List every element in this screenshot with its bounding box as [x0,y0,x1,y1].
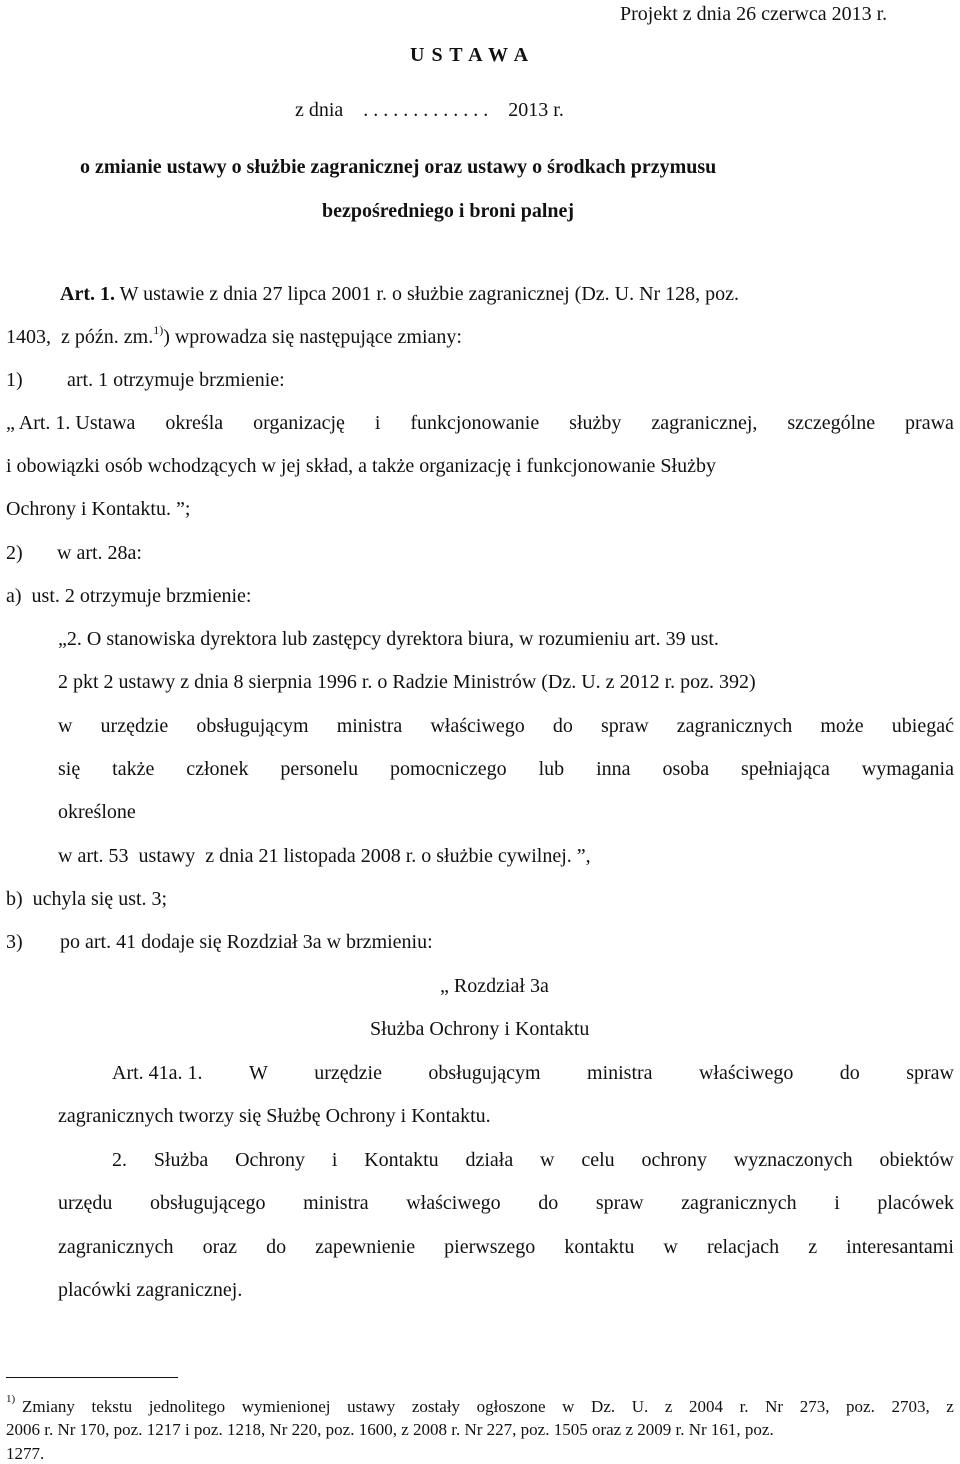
art41a-line1 [112,1063,954,1083]
quote2-line3 [58,716,954,736]
draft-label: Projekt z dnia 26 czerwca 2013 r. [620,3,888,25]
art1-intro-before: 1403, z późn. zm. [6,326,154,348]
quote2-line6: w art. 53 ustawy z dnia 21 listopada 2008 r. o służbie cywilnej. ”, [58,845,591,867]
word: do [552,715,573,737]
word: relacjach [706,1236,780,1258]
word: ogłoszone [476,1397,546,1416]
word: Ochrony [235,1149,306,1171]
word: właściwego [430,715,525,737]
art1-intro-after: ) wprowadza się następujące zmiany: [163,326,462,348]
word: ustawy [347,1397,396,1416]
quote2-line2: 2 pkt 2 ustawy z dnia 8 sierpnia 1996 r. o Radzie Ministrów (Dz. U. z 2012 r. poz. 392) [58,671,756,693]
word: określa [165,412,224,434]
word: w [663,1236,678,1258]
word: obsługującym [428,1062,541,1084]
word: ministra [303,1192,369,1214]
word: spraw [906,1062,954,1084]
item2a-text: a) ust. 2 otrzymuje brzmienie: [6,585,252,607]
word: 2004 [688,1397,723,1416]
word: zagranicznych [58,1236,174,1258]
word: ministra [336,715,403,737]
word: osoba [662,758,710,780]
word: 2. [112,1149,127,1171]
item2b-text: b) uchyla się ust. 3; [6,888,168,910]
word: lub [538,758,565,780]
word: 2703, [891,1397,930,1416]
footnote-marker: 1) [6,1393,16,1405]
art41a-p2-line2 [58,1193,954,1213]
art41a-p2-line1 [112,1150,954,1170]
word: obiektów [879,1149,954,1171]
word: ubiegać [891,715,954,737]
word: właściwego [698,1062,794,1084]
word: działa [465,1149,514,1171]
quote1-line3: Ochrony i Kontaktu. ”; [6,498,191,520]
quote2-line4 [58,759,954,779]
word: zagranicznej, [651,412,758,434]
word: funkcjonowanie [410,412,540,434]
art1-heading: Art. 1. [60,283,115,305]
word: interesantami [846,1236,954,1258]
word: do [839,1062,860,1084]
word: 273, [799,1397,830,1416]
word: prawa [905,412,954,434]
word: wymienionej [241,1397,331,1416]
word: celu [581,1149,615,1171]
quote2-line5: określone [58,801,136,823]
art1-intro-line2 [6,323,462,348]
word: wymagania [861,758,954,780]
act-subject-line2: bezpośredniego i broni palnej [322,200,575,222]
word: do [266,1236,287,1258]
word: pierwszego [444,1236,536,1258]
word: spraw [595,1192,644,1214]
art41a-line2: zagranicznych tworzy się Służbę Ochrony i Kontaktu. [58,1105,491,1127]
word: zapewnienie [315,1236,416,1258]
word: poz. [846,1397,875,1416]
quote2-line1: „2. O stanowiska dyrektora lub zastępcy dyrektora biura, w rozumieniu art. 39 ust. [58,628,719,650]
word: Nr [765,1397,784,1416]
word: się [58,758,81,780]
item1-number: 1) [6,369,23,391]
item2-text: w art. 28a: [57,542,142,564]
word: w [562,1397,575,1416]
footnote-ref: 1) [153,323,164,337]
art1-intro-line [60,284,739,304]
word: W [248,1062,268,1084]
word: Art. 41a. 1. [112,1062,203,1084]
word: spraw [600,715,649,737]
word: i [331,1149,338,1171]
chapter-title: Służba Ochrony i Kontaktu [370,1018,590,1040]
word: i [834,1192,840,1214]
word: urzędu [58,1192,113,1214]
word: zagranicznych [681,1192,797,1214]
word: służby [569,412,622,434]
word: inna [596,758,631,780]
word: Dz. [591,1397,616,1416]
word: właściwego [406,1192,501,1214]
word: ministra [587,1062,653,1084]
word: „ Art. 1. Ustawa [6,412,136,434]
word: i [374,412,381,434]
word: zagranicznych [676,715,793,737]
word: Służba [153,1149,209,1171]
word: pomocniczego [390,758,507,780]
act-title: U S T A W A [410,44,530,66]
chapter-heading: „ Rozdział 3a [440,975,549,997]
word: Kontaktu [364,1149,439,1171]
quote1-line1 [6,413,954,433]
act-date-line: z dnia . . . . . . . . . . . . . 2013 r. [295,99,564,121]
word: personelu [280,758,359,780]
item3-text: po art. 41 dodaje się Rozdział 3a w brzmieniu: [60,931,433,953]
word: ochrony [641,1149,707,1171]
word: z [808,1236,818,1258]
art41a-p2-line4: placówki zagranicznej. [58,1279,243,1301]
item3-number: 3) [6,931,23,953]
word: obsługującym [196,715,309,737]
act-subject-line1: o zmianie ustawy o służbie zagranicznej oraz ustawy o środkach przymusu [80,156,717,178]
word: organizację [253,412,345,434]
word: placówek [877,1192,954,1214]
footnote-line1 [22,1398,954,1415]
word: z [946,1397,954,1416]
word: Zmiany [22,1397,75,1416]
footnote-separator [6,1377,178,1378]
item2-number: 2) [6,542,23,564]
word: szczególne [787,412,876,434]
word: kontaktu [564,1236,635,1258]
word: członek [186,758,249,780]
word: z [664,1397,673,1416]
word: zostały [411,1397,461,1416]
word: r. [739,1397,749,1416]
word: do [538,1192,559,1214]
footnote-line2: 2006 r. Nr 170, poz. 1217 i poz. 1218, Nr 220, poz. 1600, z 2008 r. Nr 227, poz. 1505 oraz z 2009 r. Nr 161, poz. [6,1420,774,1439]
item1-text: art. 1 otrzymuje brzmienie: [67,369,285,391]
word: oraz [202,1236,237,1258]
word: wyznaczonych [733,1149,853,1171]
art1-intro-text: W ustawie z dnia 27 lipca 2001 r. o służbie zagranicznej (Dz. U. Nr 128, poz. [119,283,740,305]
word: U. [631,1397,649,1416]
word: w [58,715,73,737]
word: także [112,758,155,780]
quote1-line2: i obowiązki osób wchodzących w jej skład, a także organizację i funkcjonowanie Służby [6,455,716,477]
word: może [820,715,864,737]
word: w [540,1149,555,1171]
word: urzędzie [100,715,169,737]
art41a-p2-line3 [58,1237,954,1257]
word: spełniająca [741,758,830,780]
word: tekstu [91,1397,133,1416]
word: urzędzie [314,1062,382,1084]
footnote-line3: 1277. [6,1444,45,1463]
word: jednolitego [148,1397,226,1416]
word: obsługującego [150,1192,266,1214]
